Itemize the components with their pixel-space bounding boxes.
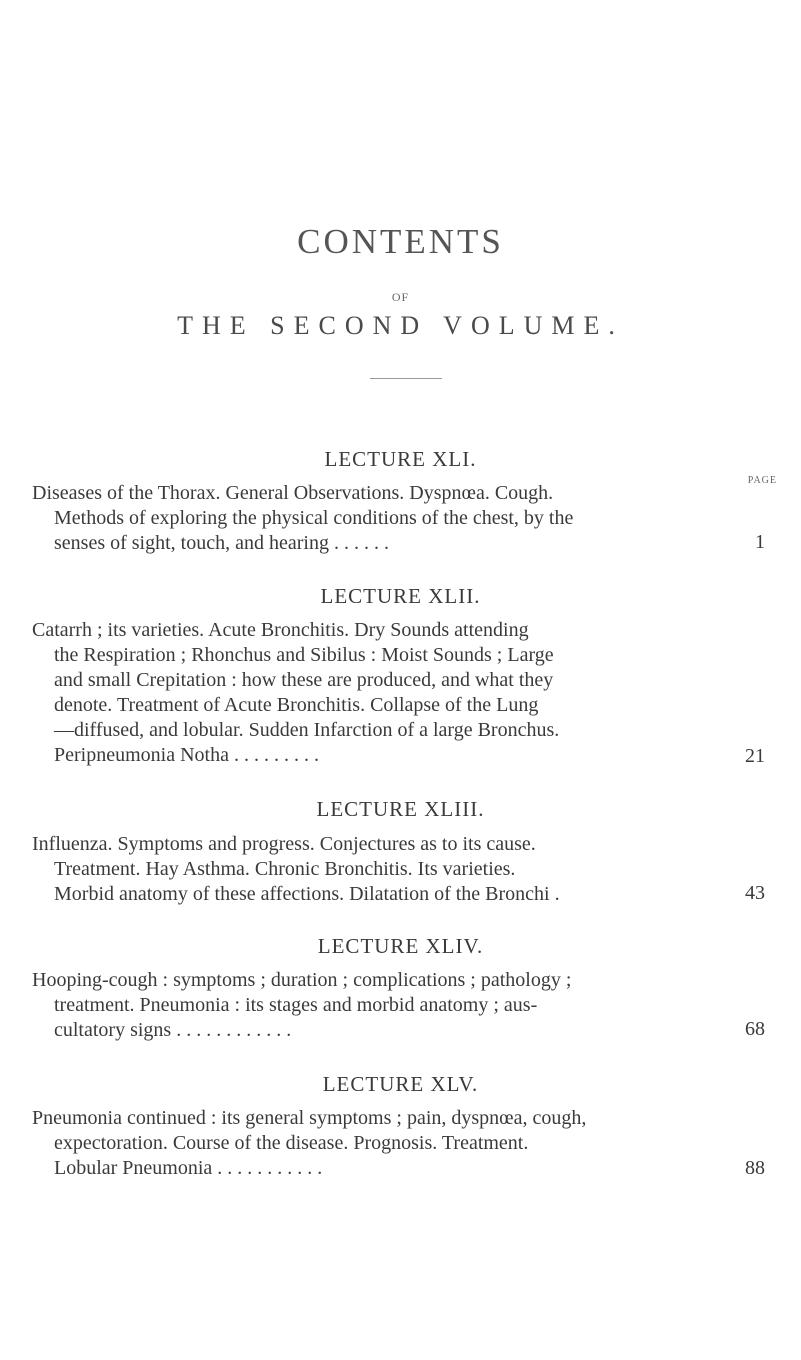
entry-line: treatment. Pneumonia : its stages and morbid anatomy ; aus- [54,994,538,1016]
entry-line: Peripneumonia Notha . . . . . . . . . [54,744,319,766]
lecture-heading-xlv: LECTURE XLV. [322,1072,479,1096]
page-title: CONTENTS [297,222,504,261]
page-number-xli: 1 [755,531,765,553]
lecture-heading-xlii: LECTURE XLII. [320,584,481,608]
lecture-entry-xliii [32,832,760,907]
lecture-heading-xli: LECTURE XLI. [324,447,477,471]
entry-line: cultatory signs . . . . . . . . . . . . [54,1019,292,1041]
entry-line: Lobular Pneumonia . . . . . . . . . . . [54,1157,323,1179]
page-column-label: PAGE [747,475,777,486]
entry-line: Catarrh ; its varieties. Acute Bronchitis. Dry Sounds attending [32,619,529,641]
entry-line: senses of sight, touch, and hearing . . . . . . [54,532,389,554]
entry-line: Influenza. Symptoms and progress. Conjectures as to its cause. [32,833,536,855]
entry-line: denote. Treatment of Acute Bronchitis. Collapse of the Lung [54,694,539,716]
entry-line: expectoration. Course of the disease. Prognosis. Treatment. [54,1132,529,1154]
page-number-xlii: 21 [745,745,765,767]
lecture-entry-xlv [32,1106,760,1181]
page-number-xliii: 43 [745,882,765,904]
entry-line: the Respiration ; Rhonchus and Sibilus : Moist Sounds ; Large [54,644,554,666]
title-divider [370,378,442,379]
entry-line: —diffused, and lobular. Sudden Infarction of a large Bronchus. [54,719,560,741]
lecture-heading-xliv: LECTURE XLIV. [317,934,484,958]
title-connector: OF [391,290,410,304]
entry-line: Hooping-cough : symptoms ; duration ; complications ; pathology ; [32,969,572,991]
page-number-xliv: 68 [745,1018,765,1040]
entry-line: Methods of exploring the physical conditions of the chest, by the [54,507,574,529]
lecture-entry-xlii [32,618,760,768]
entry-line: Morbid anatomy of these affections. Dilatation of the Bronchi . [54,883,560,905]
lecture-entry-xli [32,481,760,556]
lecture-entry-xliv [32,968,760,1043]
entry-line: and small Crepitation : how these are produced, and what they [54,669,554,691]
page-number-xlv: 88 [745,1157,765,1179]
entry-line: Diseases of the Thorax. General Observations. Dyspnœa. Cough. [32,482,554,504]
entry-line: Pneumonia continued : its general symptoms ; pain, dyspnœa, cough, [32,1107,587,1129]
entry-line: Treatment. Hay Asthma. Chronic Bronchitis. Its varieties. [54,858,516,880]
lecture-heading-xliii: LECTURE XLIII. [316,797,485,821]
volume-subtitle: THE SECOND VOLUME. [177,311,624,340]
